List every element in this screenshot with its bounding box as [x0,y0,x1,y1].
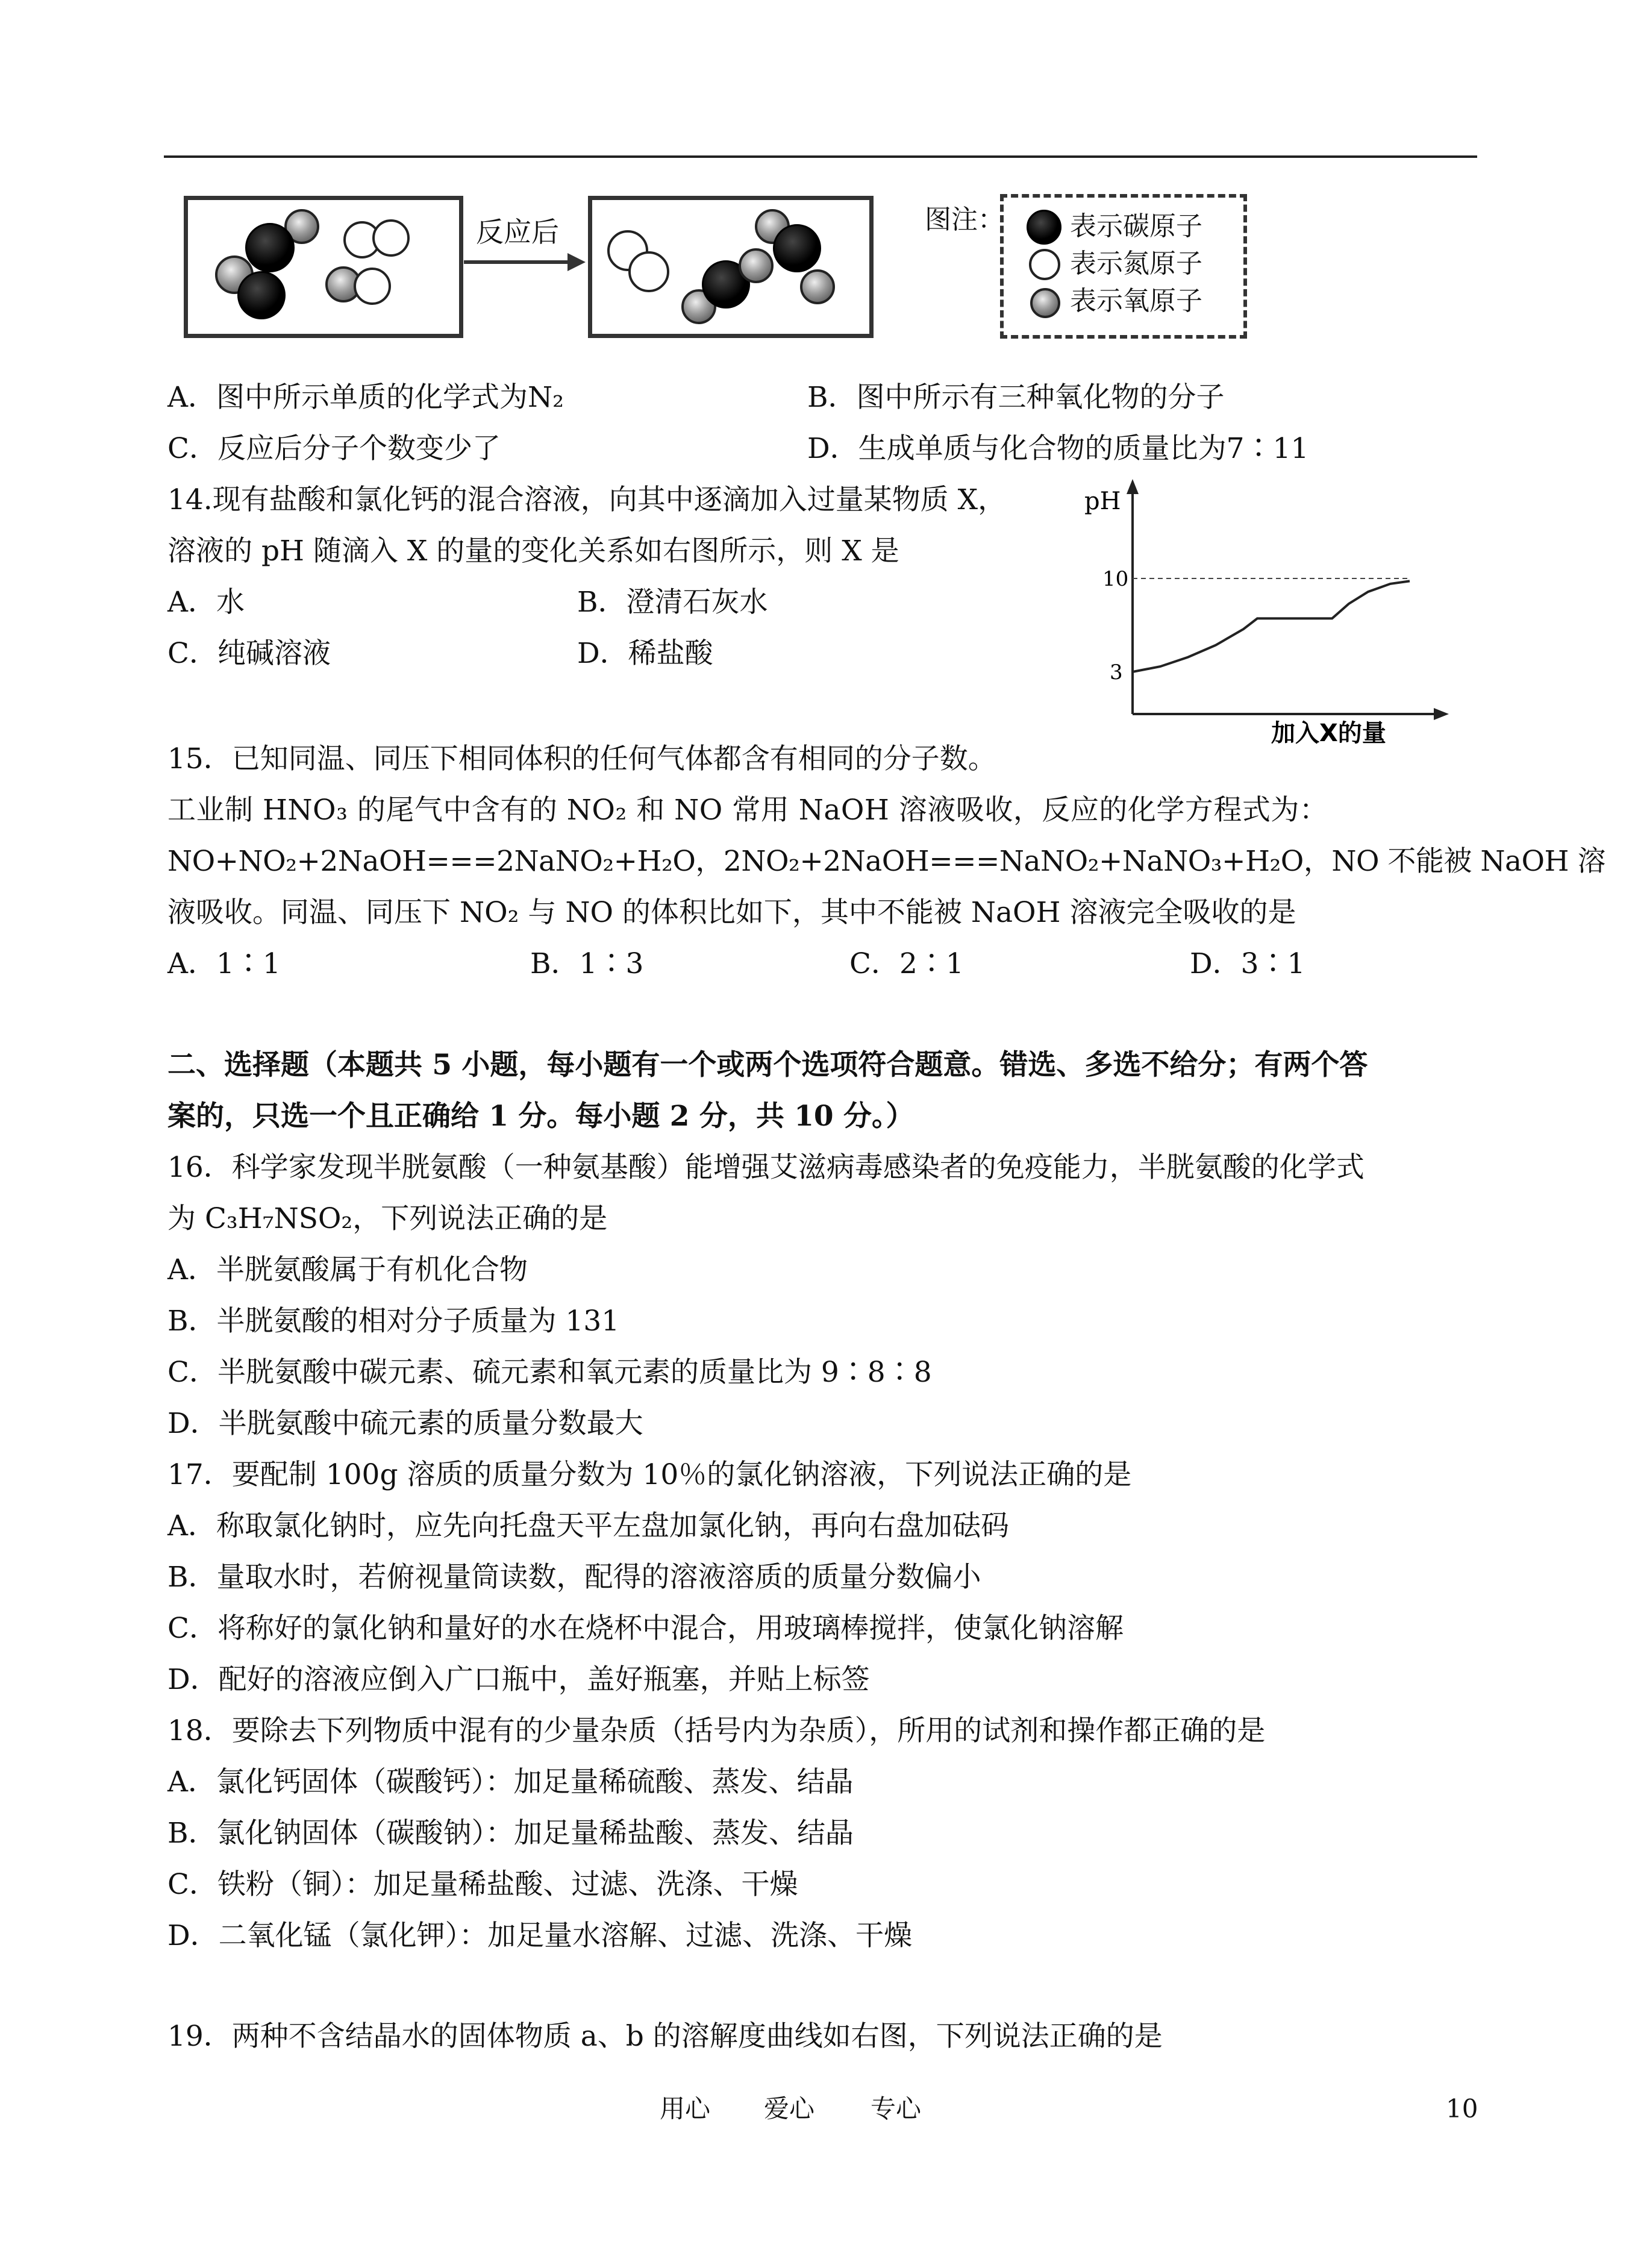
q15-stem-line1: 15．已知同温、同压下相同体积的任何气体都含有相同的分子数。 [167,742,996,775]
legend-title: 图注： [925,204,1004,235]
page-number: 10 [1446,2094,1478,2123]
q18-stem: 18．要除去下列物质中混有的少量杂质（括号内为杂质），所用的试剂和操作都正确的是 [167,1714,1266,1747]
q14-option-a: A．水 [167,586,245,619]
q13-option-d: D．生成单质与化合物的质量比为7∶11 [807,432,1309,465]
carbon-legend-icon [1027,210,1061,245]
footer-slogan-3: 专心 [871,2094,922,2123]
ph-chart [1072,476,1458,753]
x-axis-arrow [1434,708,1449,720]
q16-stem-line1: 16．科学家发现半胱氨酸（一种氨基酸）能增强艾滋病毒感染者的免疫能力，半胱氨酸的化学式 [167,1151,1365,1184]
q13-option-a: A．图中所示单质的化学式为N₂ [167,381,564,414]
q13-option-c: C．反应后分子个数变少了 [167,432,501,465]
q15-stem-line3: NO+NO₂+2NaOH===2NaNO₂+H₂O，2NO₂+2NaOH===NaNO₂+NaNO₃+H₂O，NO 不能被 NaOH 溶 [167,845,1605,878]
after-reaction-box [588,196,874,338]
nitrogen-atom [354,268,391,305]
y-tick-10: 10 [1102,567,1129,591]
q17-stem: 17．要配制 100g 溶质的质量分数为 10％的氯化钠溶液，下列说法正确的是 [167,1458,1132,1491]
q15-option-c: C．2∶1 [849,947,964,980]
q16-option-a: A．半胱氨酸属于有机化合物 [167,1253,528,1286]
oxygen-legend-icon [1030,288,1060,318]
q17-option-c: C．将称好的氯化钠和量好的水在烧杯中混合，用玻璃棒搅拌，使氯化钠溶解 [167,1612,1124,1645]
oxygen-atom [800,269,835,304]
legend-nitrogen-label: 表示氮原子 [1070,248,1202,279]
q14-option-b: B．澄清石灰水 [577,586,768,619]
ph-curve [1133,581,1410,672]
q18-option-d: D．二氧化锰（氯化钾）：加足量水溶解、过滤、洗涤、干燥 [167,1919,913,1952]
x-axis-label: 加入X的量 [1271,719,1386,747]
q19-stem: 19．两种不含结晶水的固体物质 a、b 的溶解度曲线如右图，下列说法正确的是 [167,2020,1163,2053]
reaction-arrow-label: 反应后 [476,216,559,248]
q14-option-d: D．稀盐酸 [577,637,713,670]
carbon-atom [773,224,821,272]
q16-option-b: B．半胱氨酸的相对分子质量为 131 [167,1305,620,1338]
legend-oxygen-label: 表示氧原子 [1070,286,1202,316]
q16-option-d: D．半胱氨酸中硫元素的质量分数最大 [167,1407,643,1440]
q17-option-a: A．称取氯化钠时，应先向托盘天平左盘加氯化钠，再向右盘加砝码 [167,1509,1009,1543]
q14-stem-line1: 14.现有盐酸和氯化钙的混合溶液，向其中逐滴加入过量某物质 X， [167,483,1007,516]
footer-slogan-2: 爱心 [764,2094,815,2123]
section2-heading-line2: 案的，只选一个且正确给 1 分。每小题 2 分，共 10 分。） [167,1100,914,1133]
q15-stem-line4: 液吸收。同温、同压下 NO₂ 与 NO 的体积比如下，其中不能被 NaOH 溶液完全吸收的是 [167,896,1296,929]
q17-option-b: B．量取水时，若俯视量筒读数，配得的溶液溶质的质量分数偏小 [167,1561,981,1594]
legend-box [1000,194,1247,339]
footer-slogan-1: 用心 [660,2094,711,2123]
q15-option-b: B．1∶3 [530,947,644,980]
q16-stem-line2: 为 C₃H₇NSO₂，下列说法正确的是 [167,1202,608,1235]
y-axis-label: pH [1084,487,1121,515]
q18-option-c: C．铁粉（铜）：加足量稀盐酸、过滤、洗涤、干燥 [167,1868,798,1901]
y-axis-arrow [1127,479,1139,494]
q16-option-c: C．半胱氨酸中碳元素、硫元素和氧元素的质量比为 9∶8∶8 [167,1356,932,1389]
header-rule [164,155,1477,158]
nitrogen-legend-icon [1029,249,1060,280]
q18-option-a: A．氯化钙固体（碳酸钙）：加足量稀硫酸、蒸发、结晶 [167,1765,854,1799]
nitrogen-atom [628,251,669,292]
section2-heading-line1: 二、选择题（本题共 5 小题，每小题有一个或两个选项符合题意。错选、多选不给分；有两个答 [167,1048,1368,1082]
q15-stem-line2: 工业制 HNO₃ 的尾气中含有的 NO₂ 和 NO 常用 NaOH 溶液吸收，反应的化学方程式为： [167,794,1328,827]
carbon-atom [237,271,286,319]
q17-option-d: D．配好的溶液应倒入广口瓶中，盖好瓶塞，并贴上标签 [167,1663,870,1696]
before-reaction-box [184,196,463,338]
q15-option-a: A．1∶1 [167,947,281,980]
oxygen-atom [739,248,774,283]
q18-option-b: B．氯化钠固体（碳酸钠）：加足量稀盐酸、蒸发、结晶 [167,1817,854,1850]
q15-option-d: D．3∶1 [1190,947,1305,980]
carbon-atom [245,223,295,272]
q14-option-c: C．纯碱溶液 [167,637,331,670]
legend-carbon-label: 表示碳原子 [1070,211,1202,242]
y-tick-3: 3 [1110,660,1123,684]
q13-option-b: B．图中所示有三种氧化物的分子 [807,381,1225,414]
q14-stem-line2: 溶液的 pH 随滴入 X 的量的变化关系如右图所示，则 X 是 [167,534,899,568]
nitrogen-atom [372,219,410,257]
